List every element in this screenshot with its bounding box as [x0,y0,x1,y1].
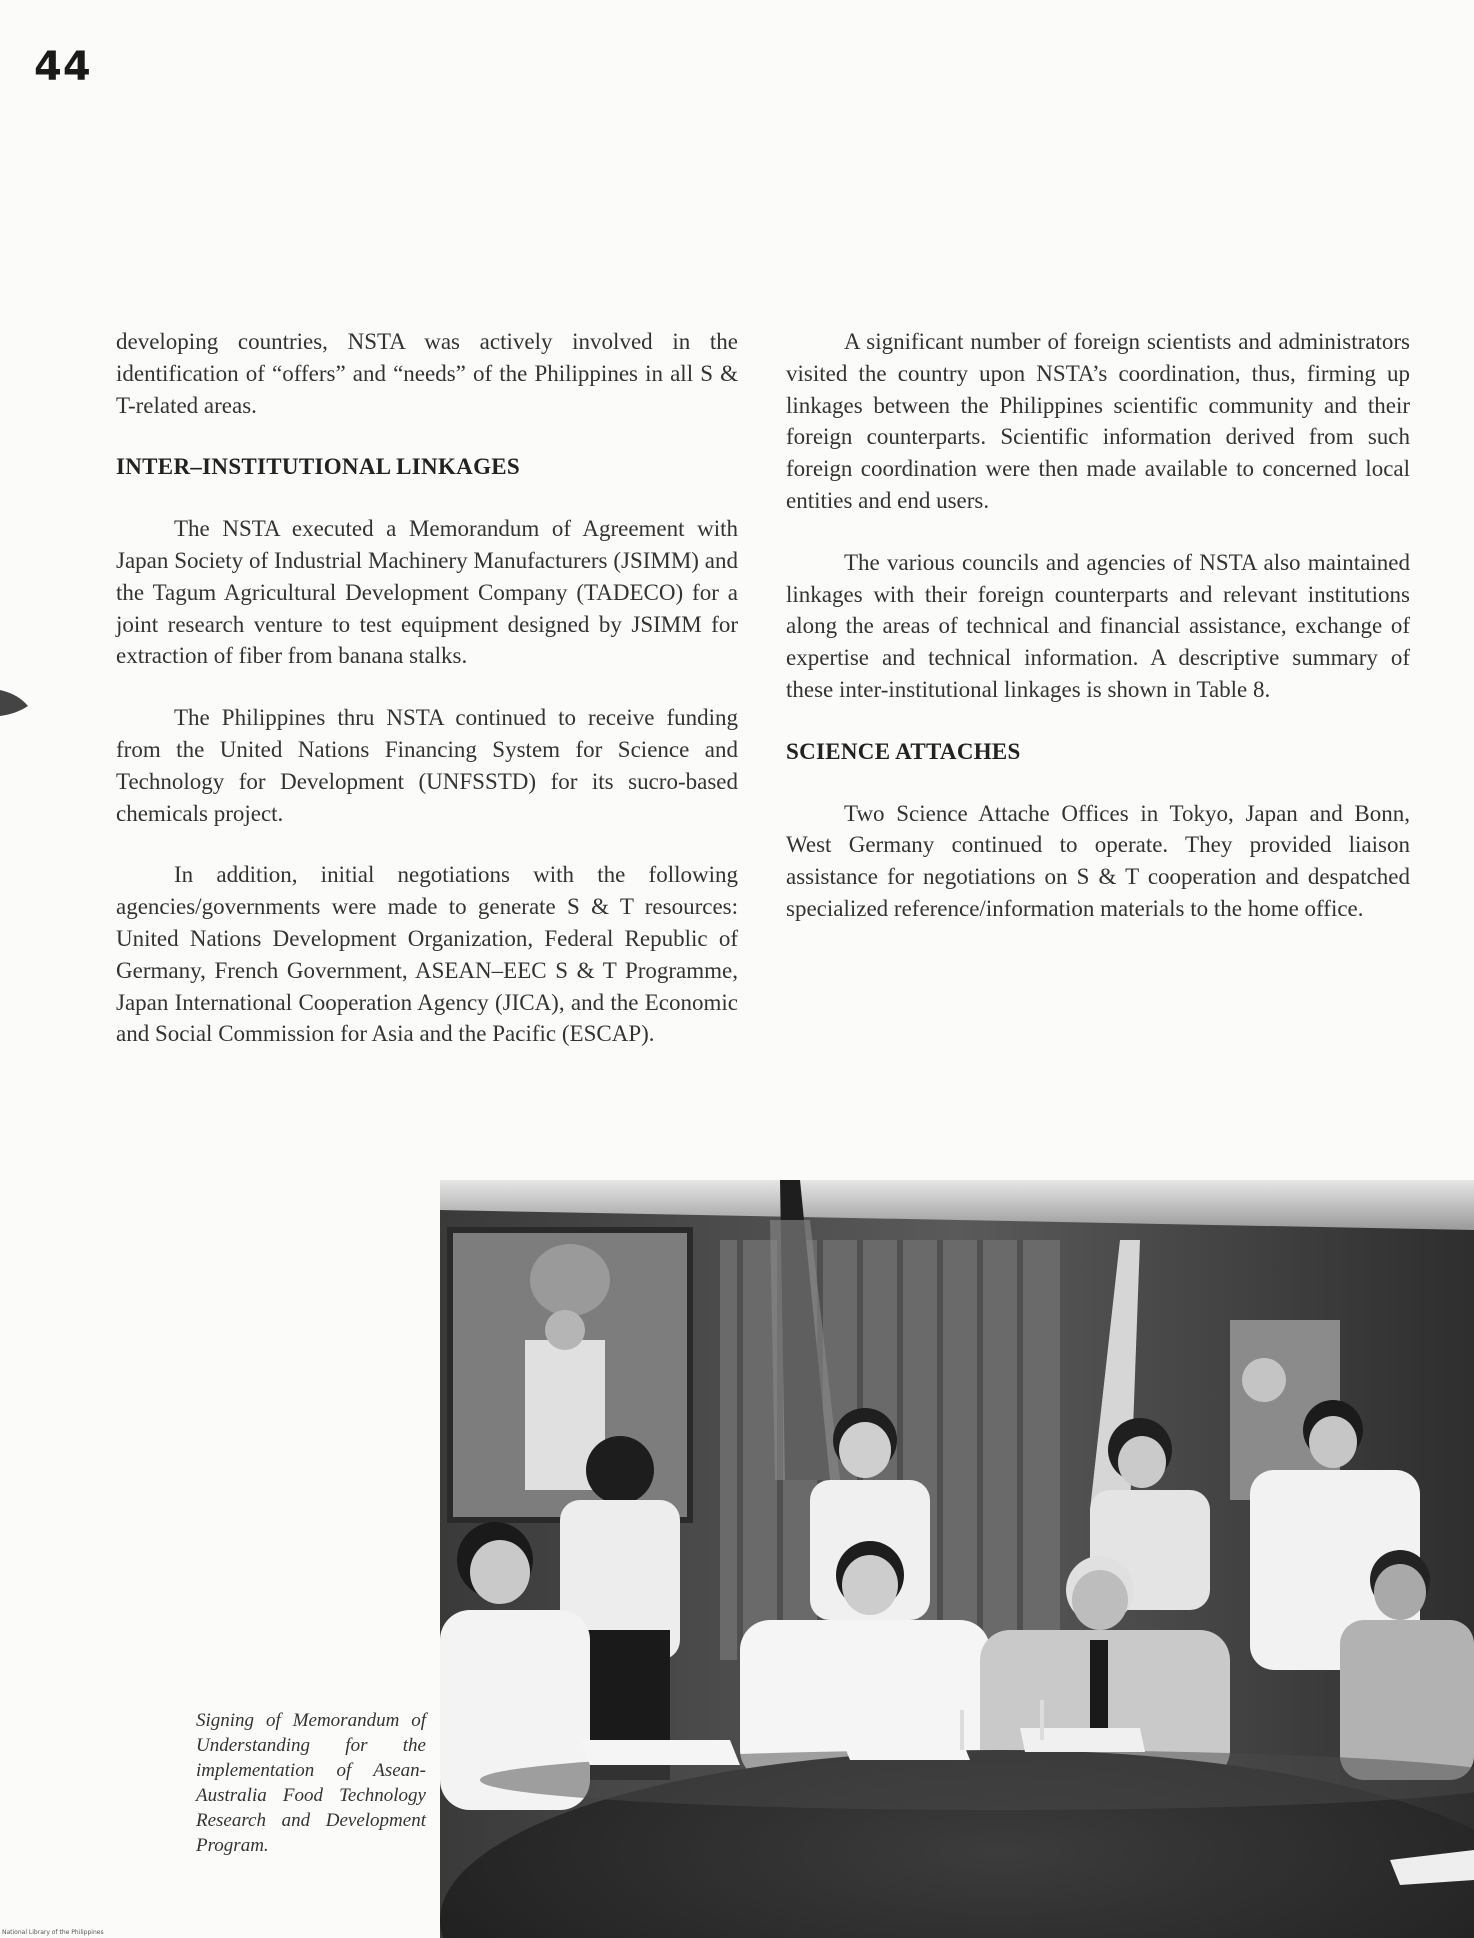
right-paragraph-2: The various councils and agencies of NSTA also maintained linkages with their foreign counterparts and relevant institutions along the areas of technical and financial assistance, exchange of expertise and technical information. A descriptive summary of these inter-institutional linkages is shown in Table 8. [786,549,1410,702]
photo-illustration [440,1180,1474,1938]
right-paragraph-3: Two Science Attache Offices in Tokyo, Japan and Bonn, West Germany continued to operate. They provided liaison assistance for negotiations on S & T cooperation and despatched specialized reference/information materials to the home office. [786,800,1410,921]
left-paragraph-4: In addition, initial negotiations with the following agencies/governments were made to generate S & T resources: United Nations Development Organization, Federal Republic of Germany, French Government, ASEAN–EEC S & T Programme, Japan International Cooperation Agency (JICA), and the Economic and Social Commission for Asia and the Pacific (ESCAP). [116,862,738,1047]
right-paragraph-1: A significant number of foreign scientists and administrators visited the country upon NSTA’s coordination, thus, firming up linkages between the Philippines scientific community and their foreign counterparts. Scientific information derived from such foreign coordination were then made available to concerned local entities and end users. [786,329,1410,513]
left-column [116,326,738,1080]
left-paragraph-3: The Philippines thru NSTA continued to receive funding from the United Nations Financing System for Science and Technology for Development (UNFSSTD) for its sucro-based chemicals project. [116,705,738,826]
left-paragraph-1: developing countries, NSTA was actively involved in the identification of “offers” and “needs” of the Philippines in all S & T-related areas. [116,329,738,418]
signing-ceremony-photo [440,1180,1474,1938]
page-number: 44 [34,44,92,90]
section-heading-attaches: SCIENCE ATTACHES [786,738,1021,764]
photo-caption: Signing of Memorandum of Understanding for the implementation of Asean-Australia Food Technology Research and Development Program. [196,1710,426,1856]
binding-mark [0,680,30,724]
left-paragraph-2: The NSTA executed a Memorandum of Agreement with Japan Society of Industrial Machinery Manufacturers (JSIMM) and the Tagum Agricultural Development Company (TADECO) for a joint research venture to test equipment designed by JSIMM for extraction of fiber from banana stalks. [116,516,738,669]
footer-credit: National Library of the Philippines [2,1929,104,1936]
right-column [786,326,1410,955]
section-heading-linkages: INTER–INSTITUTIONAL LINKAGES [116,454,520,480]
